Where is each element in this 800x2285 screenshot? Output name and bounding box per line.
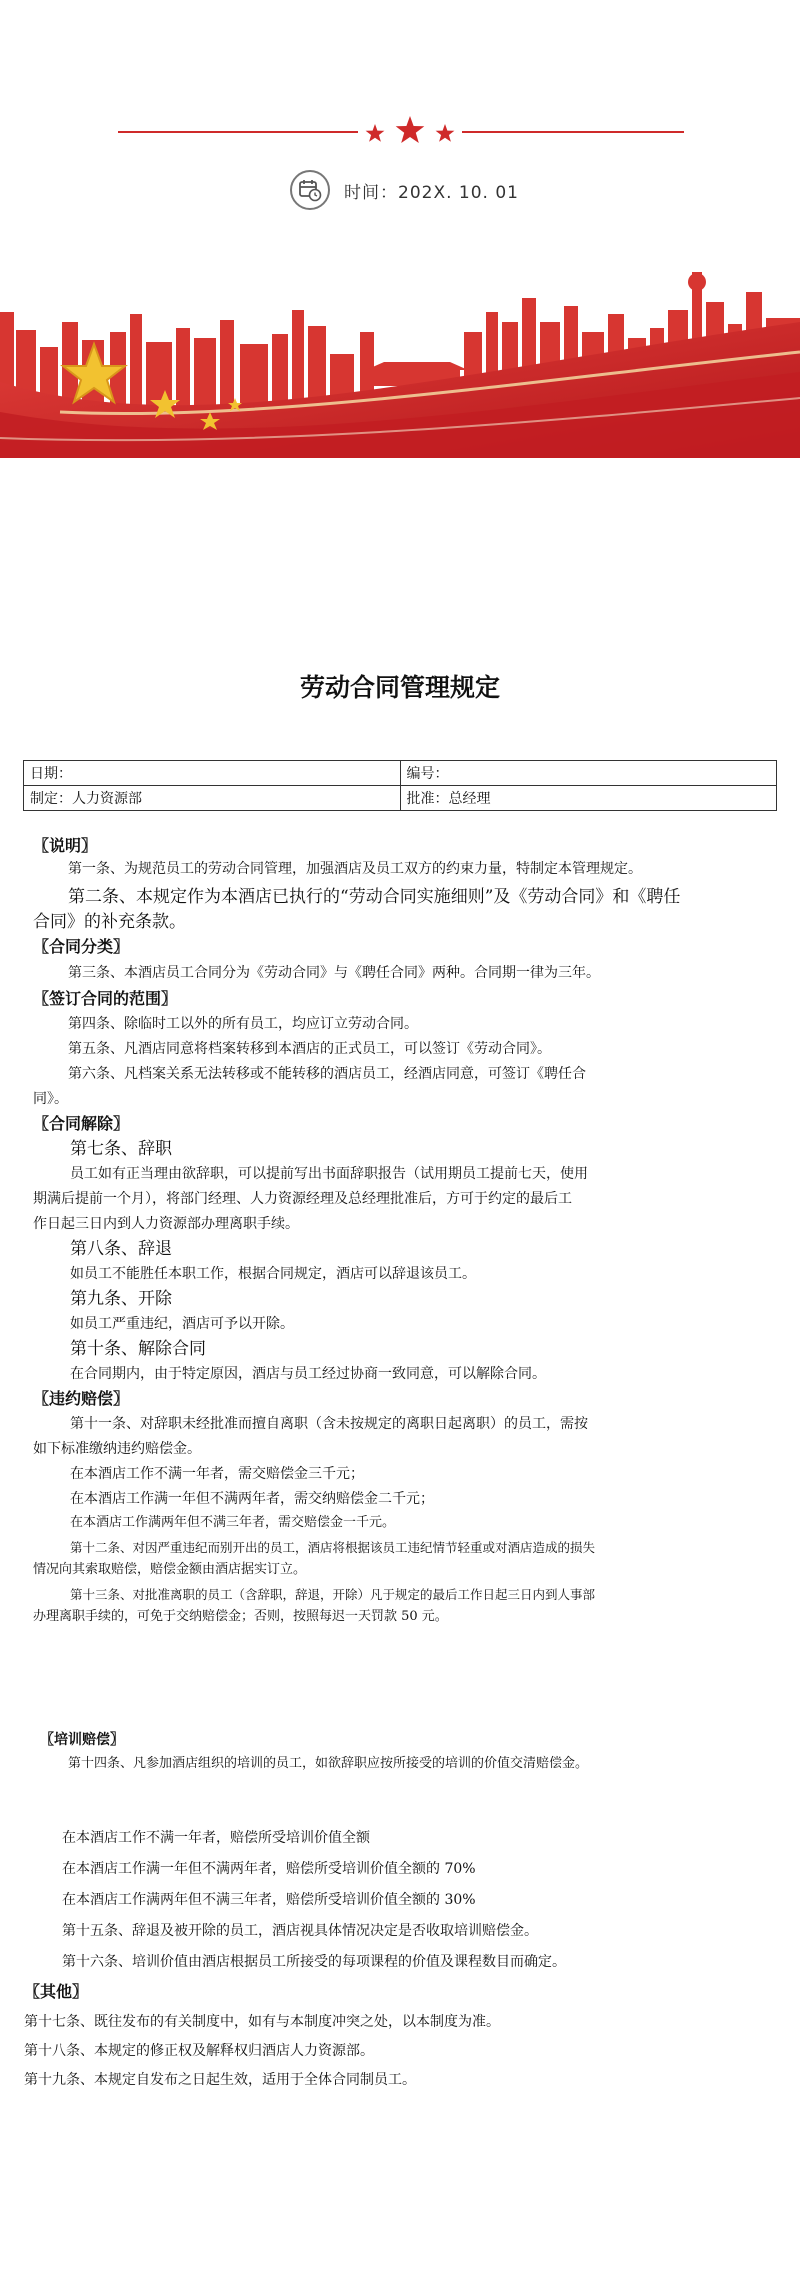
article-6-cont: 同》。	[33, 1091, 68, 1107]
article-9-body: 如员工严重违纪，酒店可予以开除。	[70, 1316, 294, 1332]
article-11: 第十一条、对辞职未经批准而擅自离职（含未按规定的离职日起离职）的员工，需按	[70, 1416, 588, 1432]
training-tier-3: 在本酒店工作满两年但不满三年者，赔偿所受培训价值全额的 30%	[62, 1892, 476, 1908]
section-heading-classification: 〖合同分类〗	[33, 937, 130, 956]
penalty-tier-3: 在本酒店工作满两年但不满三年者，需交赔偿金一千元。	[70, 1515, 396, 1530]
article-15: 第十五条、辞退及被开除的员工，酒店视具体情况决定是否收取培训赔偿金。	[62, 1923, 538, 1939]
star-icon	[436, 124, 455, 142]
calendar-clock-icon	[290, 170, 330, 210]
article-17: 第十七条、既往发布的有关制度中，如有与本制度冲突之处，以本制度为准。	[24, 2014, 500, 2030]
header-line-right	[462, 131, 684, 133]
training-tier-2: 在本酒店工作满一年但不满两年者，赔偿所受培训价值全额的 70%	[62, 1861, 476, 1877]
star-icon	[396, 116, 425, 143]
table-row	[24, 786, 777, 811]
article-13: 第十三条、对批准离职的员工（含辞职，辞退，开除）凡于规定的最后工作日起三日内到人事部	[70, 1587, 596, 1602]
article-18: 第十八条、本规定的修正权及解释权归酒店人力资源部。	[24, 2043, 374, 2059]
section-heading-breach: 〖违约赔偿〗	[33, 1389, 130, 1408]
section-heading-training: 〖培训赔偿〗	[40, 1732, 124, 1748]
article-9: 第九条、开除	[70, 1289, 172, 1309]
article-12-cont: 情况向其索取赔偿，赔偿金额由酒店据实订立。	[33, 1562, 307, 1577]
article-5: 第五条、凡酒店同意将档案转移到本酒店的正式员工，可以签订《劳动合同》。	[68, 1041, 551, 1057]
approved-by-cell: 批准：总经理	[400, 786, 777, 811]
article-12: 第十二条、对因严重违纪而别开出的员工，酒店将根据该员工违纪情节轻重或对酒店造成的损失	[70, 1540, 596, 1555]
stars-ornament	[360, 112, 460, 152]
section-heading-other: 〖其他〗	[24, 1982, 89, 2001]
article-3: 第三条、本酒店员工合同分为《劳动合同》与《聘任合同》两种。合同期一律为三年。	[68, 965, 600, 981]
article-10-body: 在合同期内，由于特定原因，酒店与员工经过协商一致同意，可以解除合同。	[70, 1366, 546, 1382]
article-10: 第十条、解除合同	[70, 1339, 206, 1359]
article-2-cont: 合同》的补充条款。	[33, 912, 186, 932]
article-7: 第七条、辞职	[70, 1139, 172, 1159]
star-icon	[366, 124, 385, 142]
section-heading-scope: 〖签订合同的范围〗	[33, 989, 178, 1008]
article-4: 第四条、除临时工以外的所有员工，均应订立劳动合同。	[68, 1016, 418, 1032]
article-16: 第十六条、培训价值由酒店根据员工所接受的每项课程的价值及课程数目而确定。	[62, 1954, 566, 1970]
article-13-cont: 办理离职手续的，可免于交纳赔偿金；否则，按照每迟一天罚款 50 元。	[33, 1609, 448, 1624]
article-6: 第六条、凡档案关系无法转移或不能转移的酒店员工，经酒店同意，可签订《聘任合	[68, 1066, 586, 1082]
header-line-left	[118, 131, 358, 133]
penalty-tier-1: 在本酒店工作不满一年者，需交赔偿金三千元；	[70, 1466, 364, 1482]
article-11-cont: 如下标准缴纳违约赔偿金。	[33, 1441, 201, 1457]
document-title: 劳动合同管理规定	[299, 673, 500, 702]
article-7-body-2: 期满后提前一个月），将部门经理、人力资源经理及总经理批准后，方可于约定的最后工	[33, 1191, 572, 1207]
article-8-body: 如员工不能胜任本职工作，根据合同规定，酒店可以辞退该员工。	[70, 1266, 476, 1282]
section-heading-termination: 〖合同解除〗	[33, 1114, 130, 1133]
time-label: 时间：202X. 10. 01	[344, 182, 519, 203]
table-row	[24, 761, 777, 786]
article-7-body-1: 员工如有正当理由欲辞职，可以提前写出书面辞职报告（试用期员工提前七天，使用	[70, 1166, 588, 1182]
info-table	[23, 760, 777, 811]
section-heading-explanation: 〖说明〗	[33, 836, 98, 855]
city-skyline-banner	[0, 262, 800, 458]
article-19: 第十九条、本规定自发布之日起生效，适用于全体合同制员工。	[24, 2072, 416, 2088]
article-14: 第十四条、凡参加酒店组织的培训的员工，如欲辞职应按所接受的培训的价值交清赔偿金。	[68, 1756, 589, 1771]
training-tier-1: 在本酒店工作不满一年者，赔偿所受培训价值全额	[62, 1830, 370, 1846]
article-1: 第一条、为规范员工的劳动合同管理，加强酒店及员工双方的约束力量，特制定本管理规定。	[68, 861, 642, 877]
article-2: 第二条、本规定作为本酒店已执行的“劳动合同实施细则”及《劳动合同》和《聘任	[68, 887, 681, 907]
number-cell: 编号：	[400, 761, 777, 786]
made-by-cell: 制定：人力资源部	[24, 786, 401, 811]
article-7-body-3: 作日起三日内到人力资源部办理离职手续。	[33, 1216, 299, 1232]
penalty-tier-2: 在本酒店工作满一年但不满两年者，需交纳赔偿金二千元；	[70, 1491, 434, 1507]
article-8: 第八条、辞退	[70, 1239, 172, 1259]
date-cell: 日期：	[24, 761, 401, 786]
time-row	[290, 168, 519, 212]
